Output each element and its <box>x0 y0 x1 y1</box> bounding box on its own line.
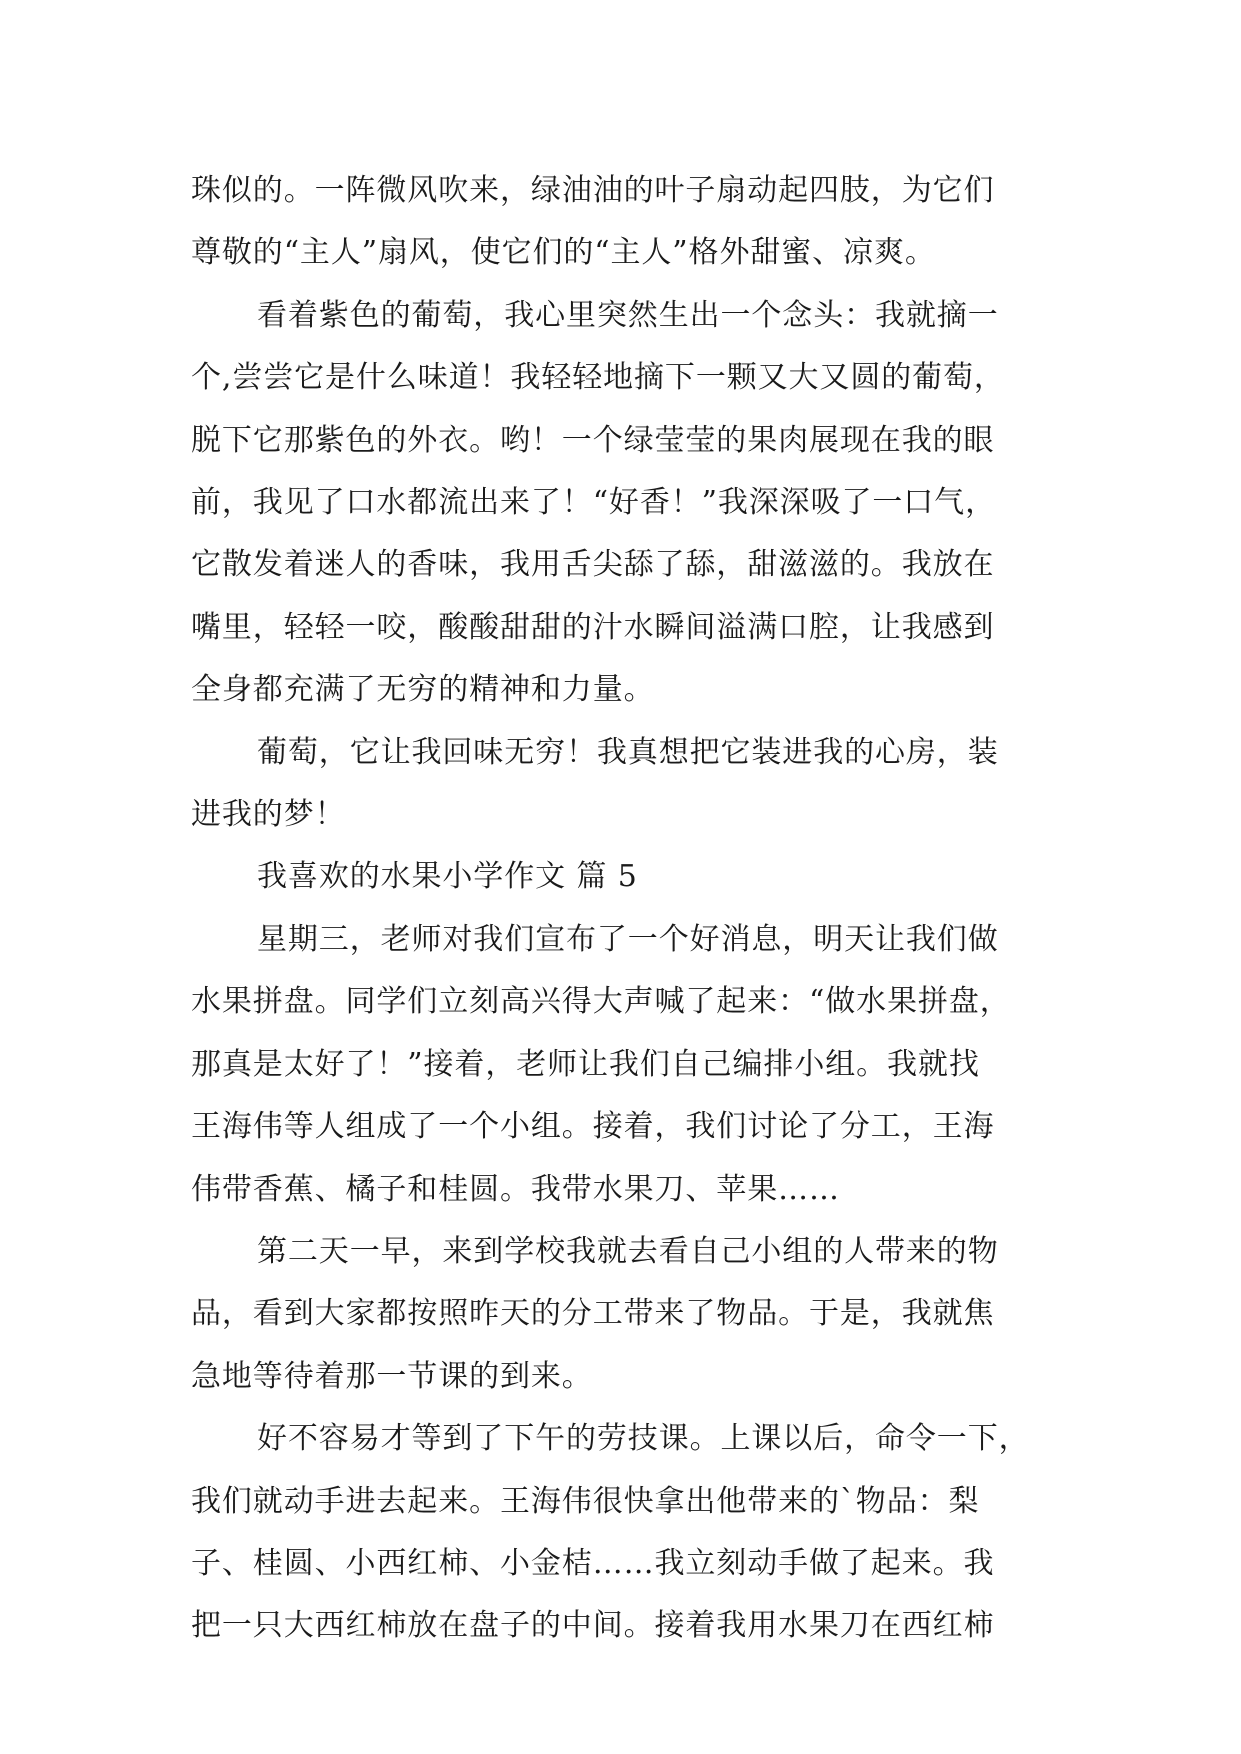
paragraph-2 <box>191 285 1059 722</box>
text-line: 前，我见了口水都流出来了！“好香！”我深深吸了一口气， <box>191 485 996 521</box>
text-line: 尊敬的“主人”扇风，使它们的“主人”格外甜蜜、凉爽。 <box>191 235 936 271</box>
text-line: 伟带香蕉、橘子和桂圆。我带水果刀、苹果…… <box>191 1171 840 1207</box>
paragraph-3 <box>191 722 1059 847</box>
text-line: 我们就动手进去起来。王海伟很快拿出他带来的`物品：梨 <box>191 1483 980 1519</box>
text-line: 看着紫色的葡萄，我心里突然生出一个念头：我就摘一 <box>257 297 999 333</box>
text-line: 嘴里，轻轻一咬，酸酸甜甜的汁水瞬间溢满口腔，让我感到 <box>191 609 995 645</box>
text-line: 进我的梦！ <box>191 797 346 833</box>
paragraph-4 <box>191 909 1059 1221</box>
text-line: 水果拼盘。同学们立刻高兴得大声喊了起来：“做水果拼盘， <box>191 984 1011 1020</box>
text-line: 王海伟等人组成了一个小组。接着，我们讨论了分工，王海 <box>191 1109 995 1145</box>
text-line: 那真是太好了！”接着，老师让我们自己编排小组。我就找 <box>191 1046 980 1082</box>
text-line: 第二天一早，来到学校我就去看自己小组的人带来的物 <box>257 1233 999 1269</box>
text-line: 好不容易才等到了下午的劳技课。上课以后，命令一下， <box>257 1421 1030 1457</box>
text-line: 它散发着迷人的香味，我用舌尖舔了舔，甜滋滋的。我放在 <box>191 547 995 583</box>
text-line: 全身都充满了无穷的精神和力量。 <box>191 672 655 708</box>
text-line: 急地等待着那一节课的到来。 <box>191 1358 593 1394</box>
text-line: 个,尝尝它是什么味道！我轻轻地摘下一颗又大又圆的葡萄， <box>191 360 1005 396</box>
text-line: 子、桂圆、小西红柿、小金桔……我立刻动手做了起来。我 <box>191 1545 995 1581</box>
text-line: 品，看到大家都按照昨天的分工带来了物品。于是，我就焦 <box>191 1296 995 1332</box>
section-heading: 我喜欢的水果小学作文 篇 5 <box>257 859 638 895</box>
paragraph-1 <box>191 160 1059 285</box>
text-line: 星期三，老师对我们宣布了一个好消息，明天让我们做 <box>257 921 999 957</box>
document-body <box>191 160 1059 1658</box>
text-line: 脱下它那紫色的外衣。哟！一个绿莹莹的果肉展现在我的眼 <box>191 422 995 458</box>
text-line: 珠似的。一阵微风吹来，绿油油的叶子扇动起四肢，为它们 <box>191 173 995 208</box>
paragraph-6 <box>191 1408 1059 1658</box>
text-line: 葡萄，它让我回味无穷！我真想把它装进我的心房，装 <box>257 734 999 770</box>
text-line: 把一只大西红柿放在盘子的中间。接着我用水果刀在西红柿 <box>191 1608 995 1644</box>
paragraph-5 <box>191 1221 1059 1408</box>
